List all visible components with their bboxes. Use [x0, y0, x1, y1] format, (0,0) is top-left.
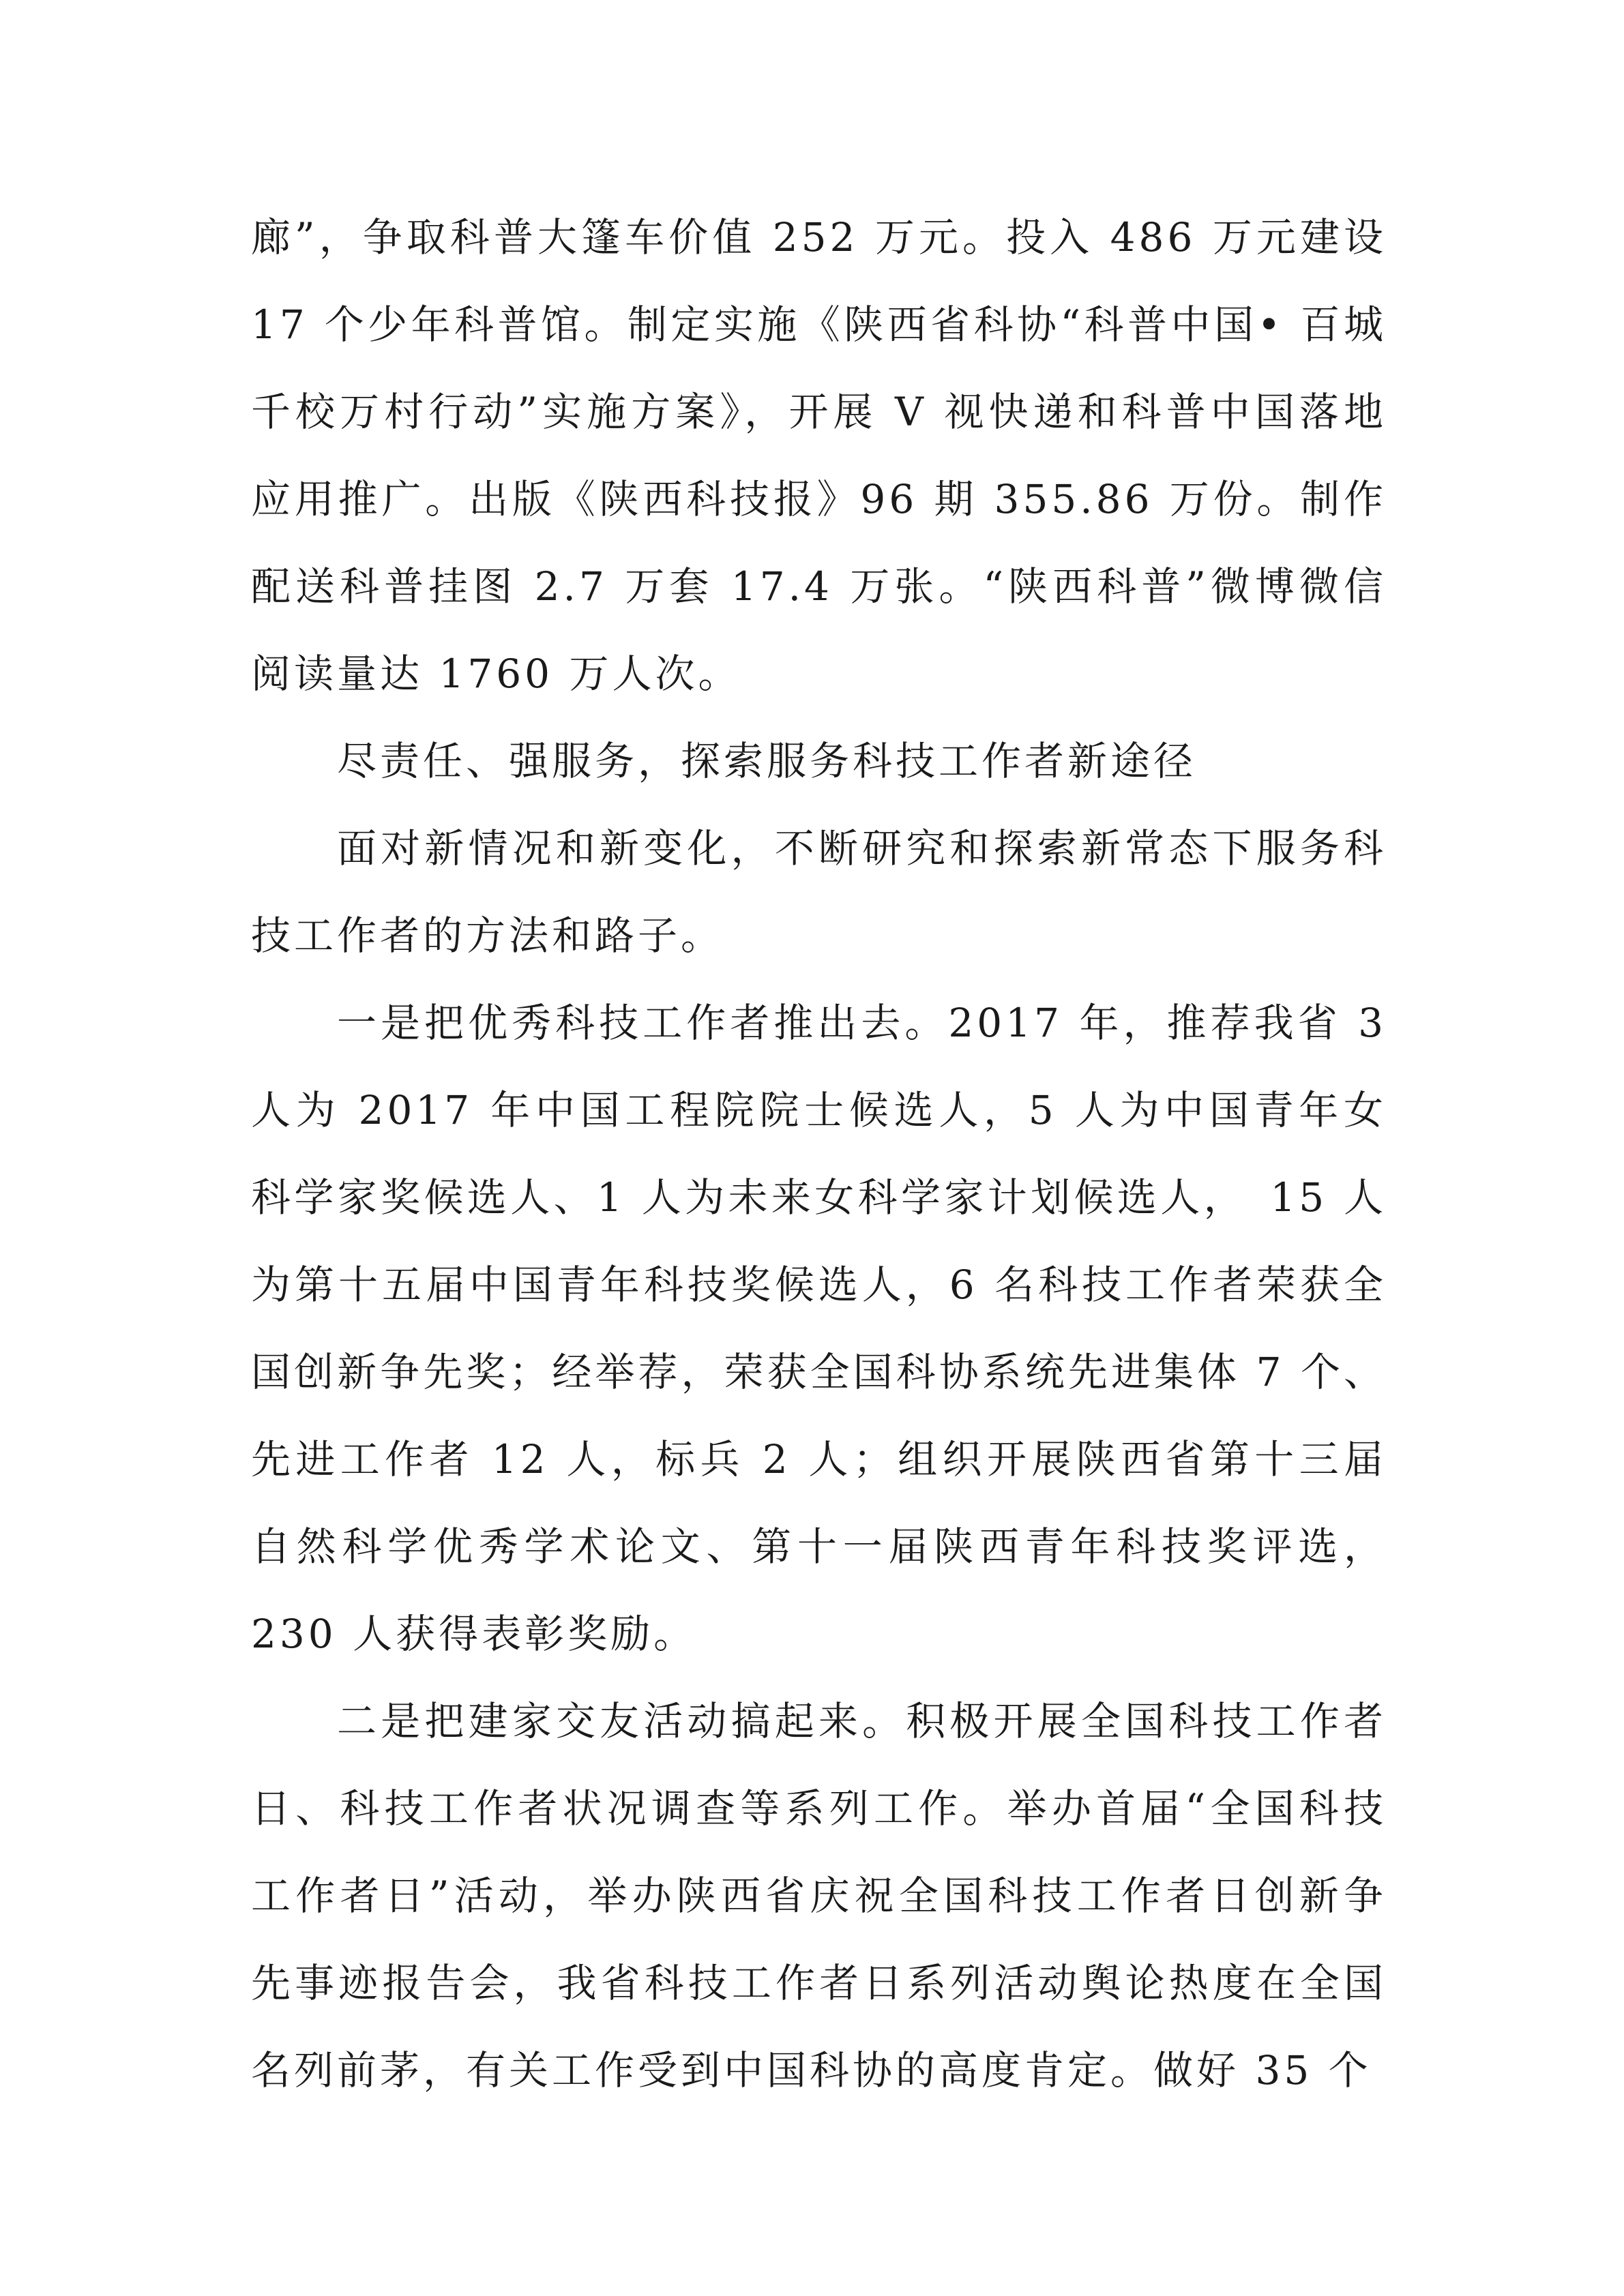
- paragraph-continuation: 廊”，争取科普大篷车价值 252 万元。投入 486 万元建设 17 个少年科普馆。制定实施《陕西省科协“科普中国• 百城千校万村行动”实施方案》，开展 V 视快递和科普中国落地应用推广。出版《陕西科技报》96 期 355.86 万份。制作配送科普挂图 2.7 万套 17.4 万张。“陕西科普”微博微信阅读量达 1760 万人次。: [251, 214, 1387, 697]
- paragraph-item-1: 一是把优秀科技工作者推出去。2017 年，推荐我省 3 人为 2017 年中国工程院院士候选人，5 人为中国青年女科学家奖候选人、1 人为未来女科学家计划候选人， 15 人为第十五届中国青年科技奖候选人，6 名科技工作者荣获全国创新争先奖；经举荐，荣获全国科协系统先进集体 7 个、先进工作者 12 人，标兵 2 人；组织开展陕西省第十三届自然科学优秀学术论文、第十一届陕西青年科技奖评选，230 人获得表彰奖励。: [251, 1000, 1387, 1657]
- body-text: [251, 194, 1387, 2114]
- paragraph-intro: 面对新情况和新变化，不断研究和探索新常态下服务科技工作者的方法和路子。: [251, 825, 1387, 959]
- paragraph-item-2: 二是把建家交友活动搞起来。积极开展全国科技工作者日、科技工作者状况调查等系列工作。举办首届“全国科技工作者日”活动，举办陕西省庆祝全国科技工作者日创新争先事迹报告会，我省科技工作者日系列活动舆论热度在全国名列前茅，有关工作受到中国科协的高度肯定。做好 35 个: [251, 1698, 1387, 2093]
- section-heading: 尽责任、强服务，探索服务科技工作者新途径: [337, 738, 1197, 784]
